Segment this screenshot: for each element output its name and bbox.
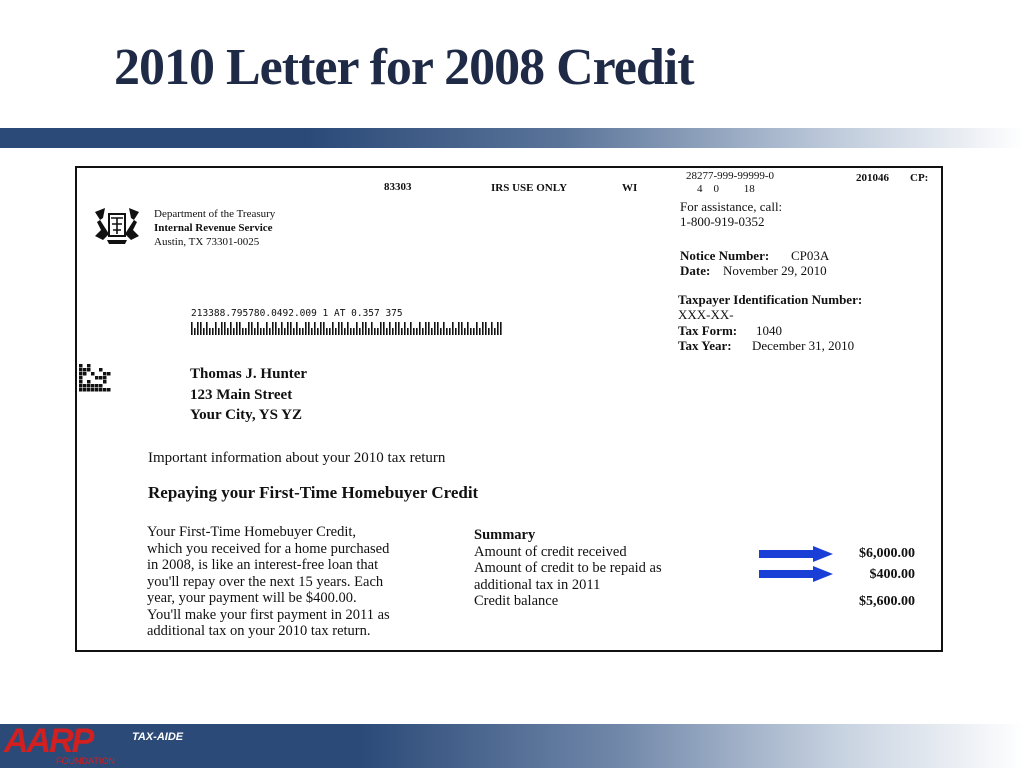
credit-balance: $5,600.00 bbox=[859, 594, 915, 609]
amount-repaid: $400.00 bbox=[869, 567, 915, 582]
summary-line: Amount of credit received bbox=[474, 543, 627, 560]
account-number: 28277-999-99999-0 bbox=[686, 170, 774, 182]
summary-line: Credit balance bbox=[474, 593, 559, 609]
tax-year-label: Tax Year: bbox=[678, 338, 732, 353]
recipient-address bbox=[190, 364, 307, 426]
tin-value: XXX-XX- bbox=[678, 307, 734, 322]
irs-letter bbox=[75, 166, 943, 652]
sender-line2: Internal Revenue Service bbox=[154, 222, 273, 234]
irs-use-only: IRS USE ONLY bbox=[491, 182, 568, 194]
document-number: 201046 bbox=[856, 172, 889, 184]
recipient-city: Your City, YS YZ bbox=[190, 407, 302, 423]
state-code: WI bbox=[622, 182, 638, 194]
sender-line1: Department of the Treasury bbox=[154, 208, 276, 220]
treasury-seal-icon bbox=[91, 204, 143, 246]
assistance-text: For assistance, call: bbox=[680, 199, 783, 214]
sub-numbers: 4 0 18 bbox=[697, 183, 755, 195]
mail-code: 213388.795780.0492.009 1 AT 0.357 375 bbox=[191, 308, 403, 319]
tax-form-value: 1040 bbox=[756, 323, 782, 338]
tin-label: Taxpayer Identification Number: bbox=[678, 292, 863, 307]
amount-received: $6,000.00 bbox=[859, 546, 915, 561]
aarp-logo: AARP bbox=[4, 722, 93, 760]
body-line: You'll make your first payment in 2011 as bbox=[147, 606, 390, 623]
body-line: which you received for a home purchased bbox=[147, 540, 390, 557]
assistance-phone: 1-800-919-0352 bbox=[680, 214, 765, 229]
header-band bbox=[0, 128, 1024, 148]
tax-year-value: December 31, 2010 bbox=[752, 338, 855, 353]
letter-heading: Repaying your First-Time Homebuyer Credit bbox=[148, 483, 479, 502]
body-line: in 2008, is like an interest-free loan that bbox=[147, 557, 379, 573]
sender-line3: Austin, TX 73301-0025 bbox=[154, 236, 260, 248]
2d-barcode-icon bbox=[79, 364, 111, 392]
notice-number-value: CP03A bbox=[791, 248, 830, 263]
recipient-street: 123 Main Street bbox=[190, 386, 293, 403]
summary-line: Amount of credit to be repaid as bbox=[474, 560, 662, 576]
postal-barcode-icon bbox=[191, 322, 503, 335]
body-line: additional tax on your 2010 tax return. bbox=[147, 623, 371, 639]
summary-title: Summary bbox=[474, 527, 536, 543]
body-line: year, your payment will be $400.00. bbox=[147, 590, 357, 606]
notice-date-value: November 29, 2010 bbox=[723, 263, 827, 278]
notice-number-label: Notice Number: bbox=[680, 248, 770, 263]
code-83303: 83303 bbox=[384, 181, 412, 193]
notice-date-label: Date: bbox=[680, 263, 711, 278]
body-paragraph bbox=[147, 524, 390, 640]
intro-line: Important information about your 2010 tax return bbox=[148, 450, 446, 466]
summary-block bbox=[474, 527, 662, 610]
aarp-foundation-text: FOUNDATION bbox=[56, 756, 115, 766]
body-line: you'll repay over the next 15 years. Each bbox=[147, 573, 384, 590]
recipient-name: Thomas J. Hunter bbox=[190, 366, 308, 382]
arrow-right-icon bbox=[759, 546, 833, 562]
slide-title: 2010 Letter for 2008 Credit bbox=[114, 39, 694, 96]
body-line: Your First-Time Homebuyer Credit, bbox=[147, 524, 357, 540]
tax-form-label: Tax Form: bbox=[678, 323, 738, 338]
arrow-right-icon bbox=[759, 566, 833, 582]
cp-label: CP: bbox=[910, 172, 929, 184]
tax-aide-label: TAX-AIDE bbox=[132, 731, 184, 743]
summary-line: additional tax in 2011 bbox=[474, 576, 601, 593]
